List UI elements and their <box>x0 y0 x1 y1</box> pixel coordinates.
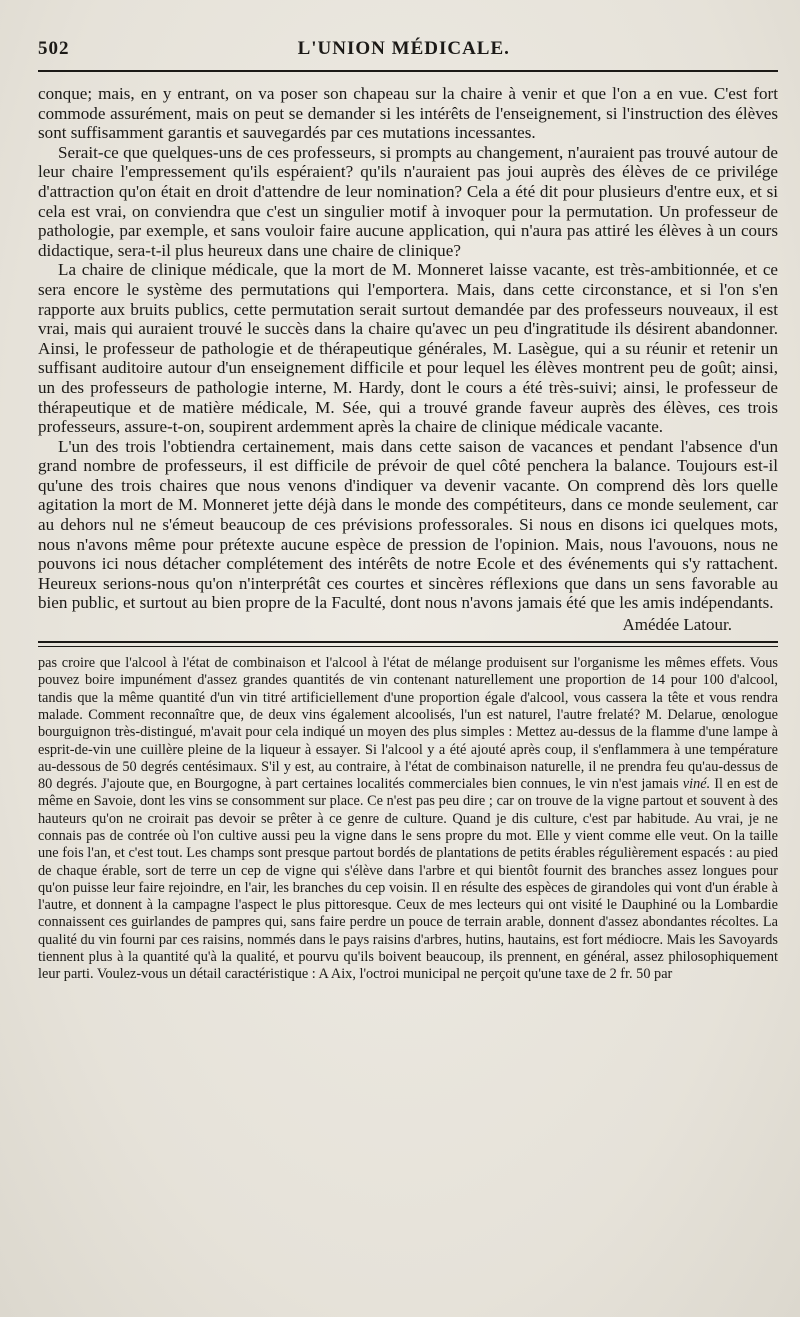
feuilleton-italic-word: viné. <box>682 776 711 793</box>
page-header <box>38 38 778 60</box>
feuilleton-paragraph <box>38 655 778 984</box>
author-name: Amédée Latour. <box>622 615 732 635</box>
page-number: 502 <box>38 38 70 59</box>
article-body <box>38 84 778 613</box>
article-paragraph: conque; mais, en y entrant, on va poser son chapeau sur la chaire à venir et que l'on a en vue. C'est fort commode assurément, mais on peut se demander si les intérêts de l'enseignement, si l'instruction des élèves sont suffisamment garantis et sauvegardés par ces mutations incessantes. <box>38 84 778 143</box>
article-paragraph: Serait-ce que quelques-uns de ces professeurs, si prompts au changement, n'auraient pas trouvé autour de leur chaire l'empressement qu'ils espéraient? qu'ils n'auraient pas joui auprès des élèves de ce privilége d'attraction qu'on était en droit d'attendre de leur nomination? Cela a été dit pour plusieurs d'entre eux, et si cela est vrai, on conviendra que c'est un singulier motif à invoquer pour la permutation. Un professeur de pathologie, par exemple, et sans vouloir faire aucune application, qui n'aura pas attiré les élèves à un cours didactique, sera-t-il plus heureux dans une chaire de clinique? <box>38 142 778 260</box>
feuilleton-text-part: Il en est de même en Savoie, dont les vins se consomment sur place. Ce n'est pas peu dire ; car on trouve de la vigne partout et souvent à des hauteurs qu'on ne croirait pas devoir se prêter à ce genre de culture. Quand je dis culture, c'est par habitude. Au vrai, je ne connais pas de contrée où l'on cultive aussi peu la vigne dans le sens propre du mot. Elle y vient comme elle veut. On la taille une fois l'an, et c'est tout. Les champs sont presque partout bordés de plantations de petits érables régulièrement espacés : au pied de chaque érable, sort de terre un cep de vigne qui s'élève dans l'arbre et qui bientôt fournit des branches assez longues pour qu'on puisse leur faire rejoindre, en l'air, les branches du cep voisin. Il en résulte des espèces de girandoles qui vont d'un érable à l'autre, et donnent à la campagne l'aspect le plus pittoresque. Ceux de mes lecteurs qui ont visité le Dauphiné ou la Lombardie connaissent ces guirlandes de pampres qui, sans faire perdre un pouce de terrain arable, donnent d'assez abondantes récoltes. La qualité du vin fourni par ces raisins, nommés dans le pays raisins d'arbres, hutins, hautains, est fort médiocre. Mais les Savoyards tiennent plus à la quantité qu'à la qualité, et pourvu qu'ils boivent beaucoup, ils prennent, en général, assez philosophiquement leur parti. Voulez-vous un détail caractéristique : A Aix, l'octroi municipal ne perçoit qu'une taxe de 2 fr. 50 par <box>38 776 778 983</box>
feuilleton-body <box>38 655 778 984</box>
feuilleton-text-part: pas croire que l'alcool à l'état de combinaison et l'alcool à l'état de mélange produisent sur l'organisme les mêmes effets. Vous pouvez boire impunément d'assez grandes quantités de vin contenant naturellement une proportion de 14 pour 100 d'alcool, tandis que la même quantité d'un vin titré artificiellement d'une proportion égale d'alcool, vous cassera la tête et vous rendra malade. Comment reconnaître que, de deux vins également alcoolisés, l'un est naturel, l'autre frelaté? M. Delarue, œnologue bourguignon très-distingué, m'avait pour cela indiqué un moyen des plus simples : Mettez au-dessus de la flamme d'une lampe à esprit-de-vin une cuillère pleine de la liqueur à essayer. Si l'alcool y a été ajouté après coup, il s'enflammera à une température au-dessous de 50 degrés centésimaux. S'il y est, au contraire, à l'état de combinaison naturelle, il ne prendra feu qu'au-dessus de 80 degrés. J'ajoute que, en Bourgogne, à part certaines localités commerciales bien connues, le vin n'est jamais <box>38 655 778 793</box>
author-signature <box>38 615 732 635</box>
feuilleton-separator <box>38 641 778 647</box>
header-rule <box>38 70 778 72</box>
journal-title: L'UNION MÉDICALE. <box>297 38 510 59</box>
article-paragraph: L'un des trois l'obtiendra certainement, mais dans cette saison de vacances et pendant l'absence d'un grand nombre de professeurs, il est difficile de prévoir de quel côté penchera la balance. Toujours est-il qu'une des trois chaires que nous venons d'indiquer va devenir vacante. On comprend dès lors quelle agitation la mort de M. Monneret jette déjà dans le monde des compétiteurs, dans ce monde seulement, car au dehors nul ne s'émeut beaucoup de ces prévisions professorales. Si nous en disons ici quelques mots, nous n'avons même pour prétexte aucune espèce de pression de l'opinion. Mais, nous l'avouons, nous ne pouvons ici nous détacher complétement des intérêts de notre Ecole et des événements qui s'y rattachent. Heureux serions-nous qu'on n'interprétât ces courtes et sincères réflexions que dans un sens favorable au bien public, et surtout au bien propre de la Faculté, dont nous n'avons jamais été que les amis indépendants. <box>38 436 778 613</box>
article-paragraph: La chaire de clinique médicale, que la mort de M. Monneret laisse vacante, est très-ambitionnée, et ce sera encore le système des permutations qui l'emportera. Mais, dans cette circonstance, et si l'on s'en rapporte aux bruits publics, cette permutation serait surtout demandée par des professeurs nouveaux, il est vrai, mais qui auraient trouvé le succès dans la chaire qu'avec un peu d'ingratitude ils désirent abandonner. Ainsi, le professeur de pathologie et de thérapeutique générales, M. Lasègue, qui a su réunir et retenir un suffisant auditoire autour d'un enseignement difficile et pour lequel les élèves montrent peu de goût; ainsi, un des professeurs de pathologie interne, M. Hardy, dont le cours a été très-suivi; ainsi, le professeur de thérapeutique et de matière médicale, M. Sée, qui a trouvé grande faveur auprès des élèves, ces trois professeurs, assure-t-on, soupirent ardemment après la chaire de clinique médicale vacante. <box>38 260 778 437</box>
